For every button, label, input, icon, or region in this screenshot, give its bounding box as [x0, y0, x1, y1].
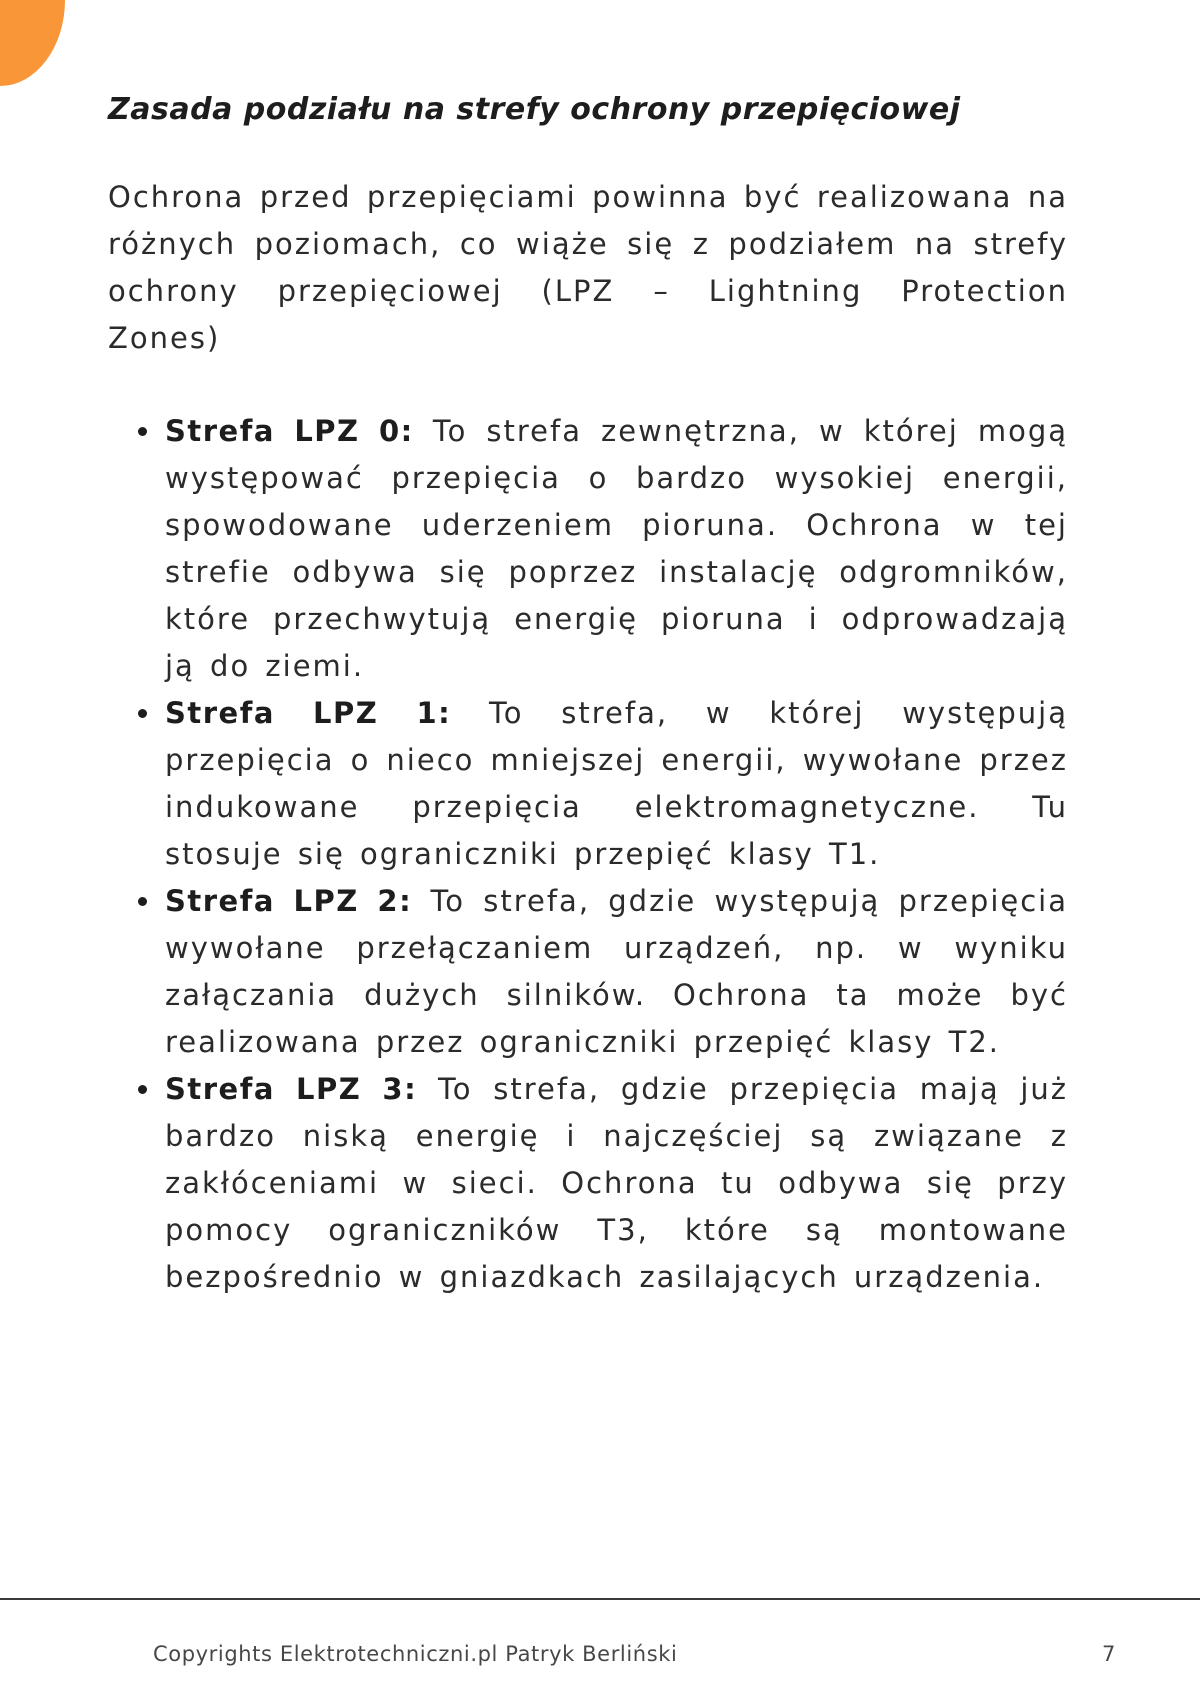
intro-paragraph: Ochrona przed przepięciami powinna być realizowana na różnych poziomach, co wiąże się z podziałem na strefy ochrony przepięciowej (LPZ – Lightning Protection Zones) — [108, 180, 1068, 355]
bullet-dot — [138, 427, 147, 436]
page-title: Zasada podziału na strefy ochrony przepięciowej — [108, 92, 961, 127]
bullet-dot — [138, 1085, 147, 1094]
corner-accent-shape — [0, 0, 65, 86]
bullet-dot — [138, 897, 147, 906]
footer-divider — [0, 1598, 1200, 1600]
page-number: 7 — [1102, 1642, 1116, 1666]
zone-text: To strefa zewnętrzna, w której mogą występować przepięcia o bardzo wysokiej energii, spowodowane uderzeniem pioruna. Ochrona w tej strefie odbywa się poprzez instalację odgromników, które przechwytują energię pioruna i odprowadzają ją do ziemi. — [165, 414, 1069, 683]
zones-list — [108, 408, 1068, 1301]
zone-label: Strefa LPZ 3: — [165, 1072, 418, 1106]
zone-item-lpz2 — [108, 878, 1068, 1066]
zone-label: Strefa LPZ 1: — [165, 696, 452, 730]
copyright-text: Copyrights Elektrotechniczni.pl Patryk Berliński — [153, 1642, 678, 1666]
zone-label: Strefa LPZ 2: — [165, 884, 413, 918]
zone-text: To strefa, gdzie występują przepięcia wywołane przełączaniem urządzeń, np. w wyniku załączania dużych silników. Ochrona ta może być realizowana przez ograniczniki przepięć klasy T2. — [165, 884, 1068, 1059]
zone-text: To strefa, gdzie przepięcia mają już bardzo niską energię i najczęściej są związane z zakłóceniami w sieci. Ochrona tu odbywa się przy pomocy ograniczników T3, które są montowane bezpośrednio w gniazdkach zasilających urządzenia. — [165, 1072, 1069, 1294]
zone-item-lpz1 — [108, 690, 1068, 878]
zone-item-lpz0 — [108, 408, 1068, 690]
zone-item-lpz3 — [108, 1066, 1068, 1301]
footer — [153, 1642, 1116, 1666]
zone-label: Strefa LPZ 0: — [165, 414, 414, 448]
zone-text: To strefa, w której występują przepięcia o nieco mniejszej energii, wywołane przez indukowane przepięcia elektromagnetyczne. Tu stosuje się ograniczniki przepięć klasy T1. — [165, 696, 1069, 871]
bullet-dot — [138, 709, 147, 718]
page-content — [108, 0, 1068, 1301]
